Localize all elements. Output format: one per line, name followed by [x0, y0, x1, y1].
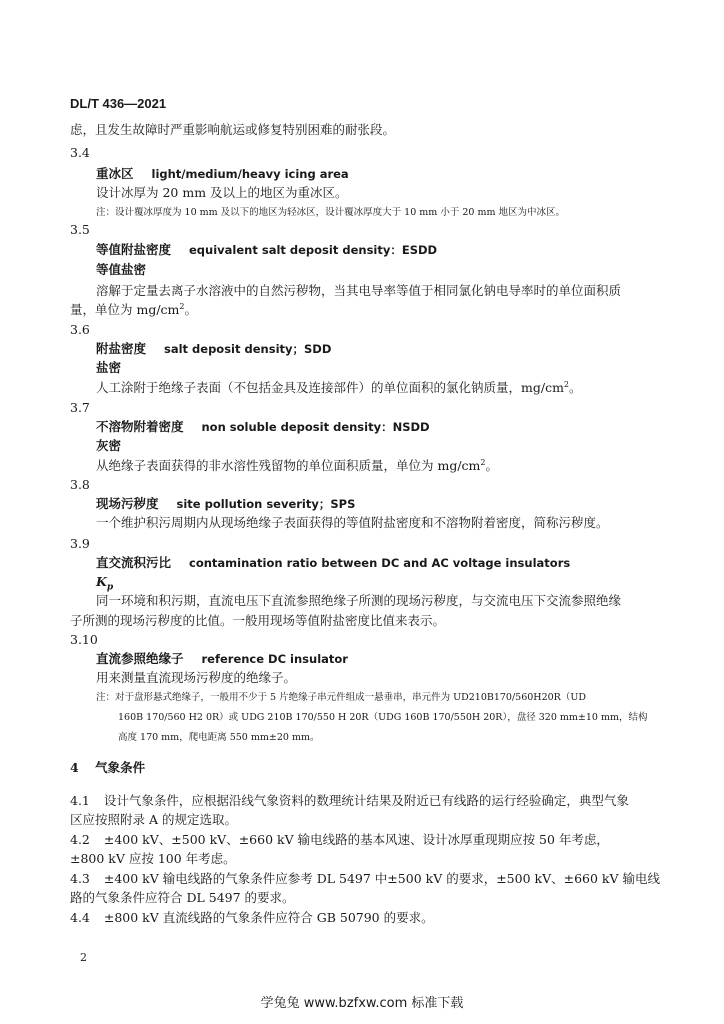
standard-code: DL/T 436—2021	[70, 96, 167, 111]
term-definition	[96, 380, 582, 396]
definition-text: 。	[184, 302, 198, 317]
term-name-en: site pollution severity；SPS	[176, 497, 356, 511]
symbol-letter: K	[96, 574, 107, 589]
term-name-zh: 重冰区	[96, 166, 134, 181]
clause-text: ±400 kV、±500 kV、±660 kV 输电线路的基本风速、设计冰厚重现期应按 50 年考虑，	[103, 832, 609, 847]
lead-line: 虑，且发生故障时严重影响航运或修复特别困难的耐张段。	[70, 122, 396, 137]
term-heading	[96, 242, 437, 258]
footer-watermark[interactable]: 学兔兔 www.bzfxw.com 标准下载	[260, 996, 464, 1011]
clause-text: 路的气象条件应符合 DL 5497 的要求。	[70, 890, 295, 905]
term-heading	[96, 496, 355, 512]
term-number: 3.6	[70, 322, 90, 337]
term-name-en: reference DC insulator	[201, 652, 348, 666]
clause	[70, 910, 434, 926]
term-name-zh: 等值附盐密度	[96, 242, 172, 257]
clause-text: ±400 kV 输电线路的气象条件应参考 DL 5497 中±500 kV 的要求，±500 kV、±660 kV 输电线	[103, 871, 660, 886]
superscript: 2	[563, 379, 570, 389]
clause-number: 4.4	[70, 910, 90, 925]
superscript: 2	[480, 457, 486, 467]
term-alias: 等值盐密	[96, 262, 147, 277]
term-name-zh: 现场污秽度	[96, 496, 159, 511]
clause-text: ±800 kV 应按 100 年考虑。	[70, 851, 236, 866]
term-definition	[96, 458, 498, 474]
term-name-en: contamination ratio between DC and AC voltage insulators	[189, 556, 571, 570]
term-heading	[96, 419, 430, 435]
term-name-zh: 直流参照绝缘子	[96, 651, 184, 666]
term-name-en: equivalent salt deposit density：ESDD	[189, 243, 438, 257]
superscript: 2	[179, 301, 185, 311]
term-number: 3.5	[70, 222, 90, 237]
clause	[70, 793, 629, 809]
definition-text: 。	[485, 458, 499, 473]
symbol-subscript: p	[106, 582, 114, 593]
term-name-en: non soluble deposit density：NSDD	[201, 420, 430, 434]
term-heading	[96, 651, 348, 667]
term-definition: 溶解于定量去离子水溶液中的自然污秽物，当其电导率等值于相同氯化钠电导率时的单位面积质	[96, 283, 622, 298]
term-number: 3.9	[70, 536, 90, 551]
section-number: 4	[70, 760, 79, 775]
term-heading	[96, 555, 570, 571]
term-name-en: salt deposit density；SDD	[164, 342, 332, 356]
clause-number: 4.2	[70, 832, 90, 847]
term-name-zh: 附盐密度	[96, 341, 147, 356]
term-definition: 一个维护积污周期内从现场绝缘子表面获得的等值附盐密度和不溶物附着密度，简称污秽度。	[96, 515, 609, 530]
term-number: 3.7	[70, 400, 90, 415]
term-definition: 子所测的现场污秽度的比值。一般用现场等值附盐密度比值来表示。	[70, 613, 446, 628]
term-name-zh: 直交流积污比	[96, 555, 172, 570]
term-definition: 同一环境和积污期，直流电压下直流参照绝缘子所测的现场污秽度，与交流电压下交流参照绝缘	[96, 593, 622, 608]
definition-text: 。	[569, 380, 582, 395]
section-title: 气象条件	[95, 760, 146, 775]
clause-number: 4.1	[70, 793, 90, 808]
term-definition	[70, 302, 197, 318]
clause-number: 4.3	[70, 871, 90, 886]
definition-text: 人工涂附于绝缘子表面（不包括金具及连接部件）的单位面积的氯化钠质量，mg/cm	[96, 380, 564, 395]
clause	[70, 871, 660, 887]
clause-text: 区应按照附录 A 的规定选取。	[70, 812, 237, 827]
page-number: 2	[80, 951, 87, 964]
term-heading	[96, 166, 349, 182]
term-alias: 灰密	[96, 438, 122, 453]
clause-text: ±800 kV 直流线路的气象条件应符合 GB 50790 的要求。	[103, 910, 434, 925]
term-number: 3.10	[70, 632, 98, 647]
clause-text: 设计气象条件，应根据沿线气象资料的数理统计结果及附近已有线路的运行经验确定，典型气象	[103, 793, 629, 808]
definition-text: 从绝缘子表面获得的非水溶性残留物的单位面积质量，单位为 mg/cm	[96, 458, 481, 473]
term-heading	[96, 341, 331, 357]
section-heading	[70, 760, 145, 776]
term-name-zh: 不溶物附着密度	[96, 419, 184, 434]
term-note: 注：对于盘形悬式绝缘子，一般用不少于 5 片绝缘子串元件组成一悬垂串，串元件为 UD210B170/560H20R（UD	[96, 692, 586, 703]
term-note: 160B 170/560 H2 0R）或 UDG 210B 170/550 H 20R（UDG 160B 170/550H 20R），盘径 320 mm±10 mm，结构	[118, 712, 648, 723]
term-definition: 用来测量直流现场污秽度的绝缘子。	[96, 670, 297, 685]
clause	[70, 832, 609, 848]
term-number: 3.8	[70, 477, 90, 492]
term-name-en: light/medium/heavy icing area	[151, 167, 349, 181]
term-alias: 盐密	[96, 360, 122, 375]
term-definition: 设计冰厚为 20 mm 及以上的地区为重冰区。	[96, 185, 348, 200]
term-note: 注：设计覆冰厚度为 10 mm 及以下的地区为轻冰区，设计覆冰厚度大于 10 mm 小于 20 mm 地区为中冰区。	[96, 207, 565, 218]
term-note: 高度 170 mm，爬电距离 550 mm±20 mm。	[118, 732, 320, 743]
term-number: 3.4	[70, 145, 90, 160]
definition-text: 量，单位为 mg/cm	[70, 302, 180, 317]
